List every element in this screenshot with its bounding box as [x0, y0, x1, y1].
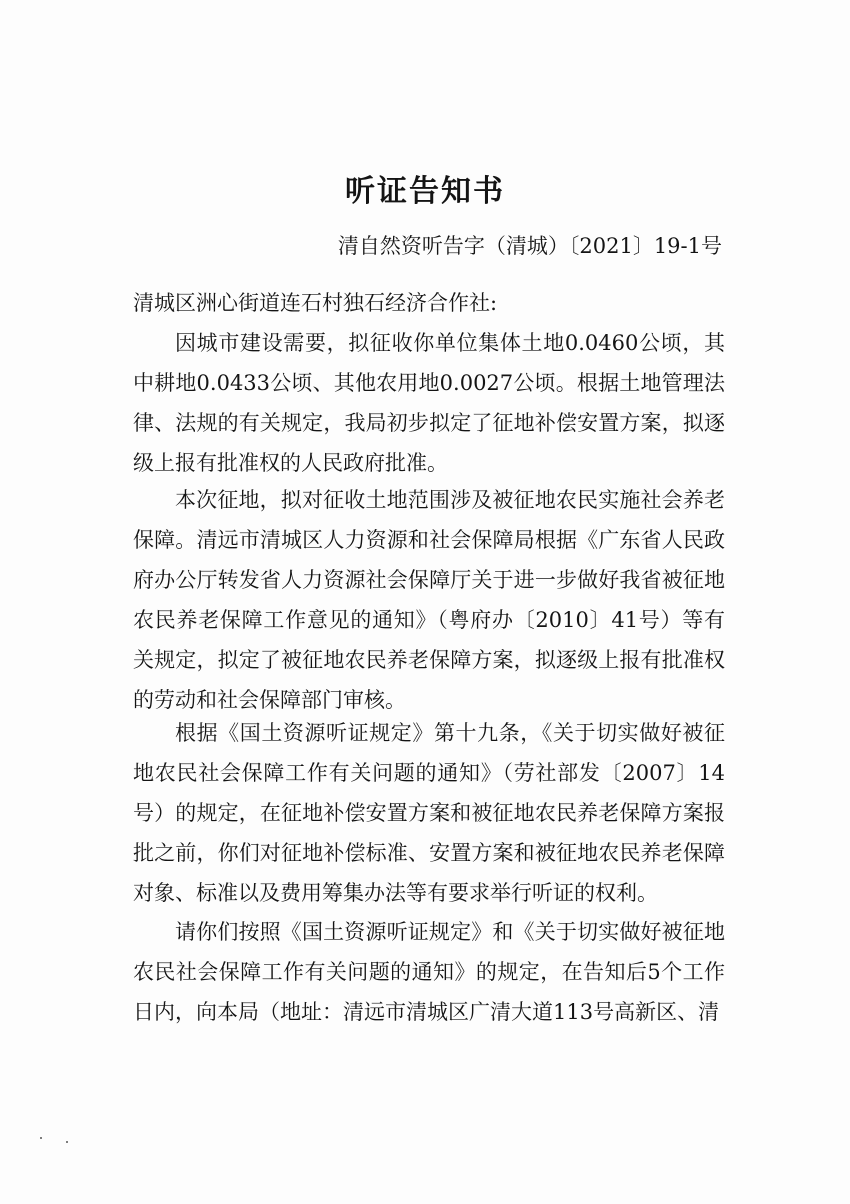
paragraph-3: 根据《国土资源听证规定》第十九条，《关于切实做好被征地农民社会保障工作有关问题的通知》（劳社部发〔2007〕14号）的规定，在征地补偿安置方案和被征地农民养老保障方案报批之前，你们对征地补偿标准、安置方案和被征地农民养老保障对象、标准以及费用筹集办法等有要求举行听证的权利。 [133, 721, 725, 905]
document-title: 听证告知书 [345, 174, 505, 209]
addressee: 清城区洲心街道连石村独石经济合作社: [133, 291, 498, 315]
scan-speck [66, 1141, 68, 1143]
scan-speck [40, 1137, 42, 1139]
document-number: 清自然资听告字（清城）〔2021〕19-1号 [337, 234, 722, 258]
paragraph-2: 本次征地，拟对征收土地范围涉及被征地农民实施社会养老保障。清远市清城区人力资源和社会保障局根据《广东省人民政府办公厅转发省人力资源社会保障厅关于进一步做好我省被征地农民养老保障工作意见的通知》（粤府办〔2010〕41号）等有关规定，拟定了被征地农民养老保障方案，拟逐级上报有批准权的劳动和社会保障部门审核。 [133, 488, 725, 712]
paragraph-4: 请你们按照《国土资源听证规定》和《关于切实做好被征地农民社会保障工作有关问题的通知》的规定，在告知后5个工作日内，向本局（地址：清远市清城区广清大道113号高新区、清 [133, 920, 725, 1024]
paragraph-1: 因城市建设需要，拟征收你单位集体土地0.0460公顷，其中耕地0.0433公顷、其他农用地0.0027公顷。根据土地管理法律、法规的有关规定，我局初步拟定了征地补偿安置方案，拟逐级上报有批准权的人民政府批准。 [133, 331, 725, 475]
